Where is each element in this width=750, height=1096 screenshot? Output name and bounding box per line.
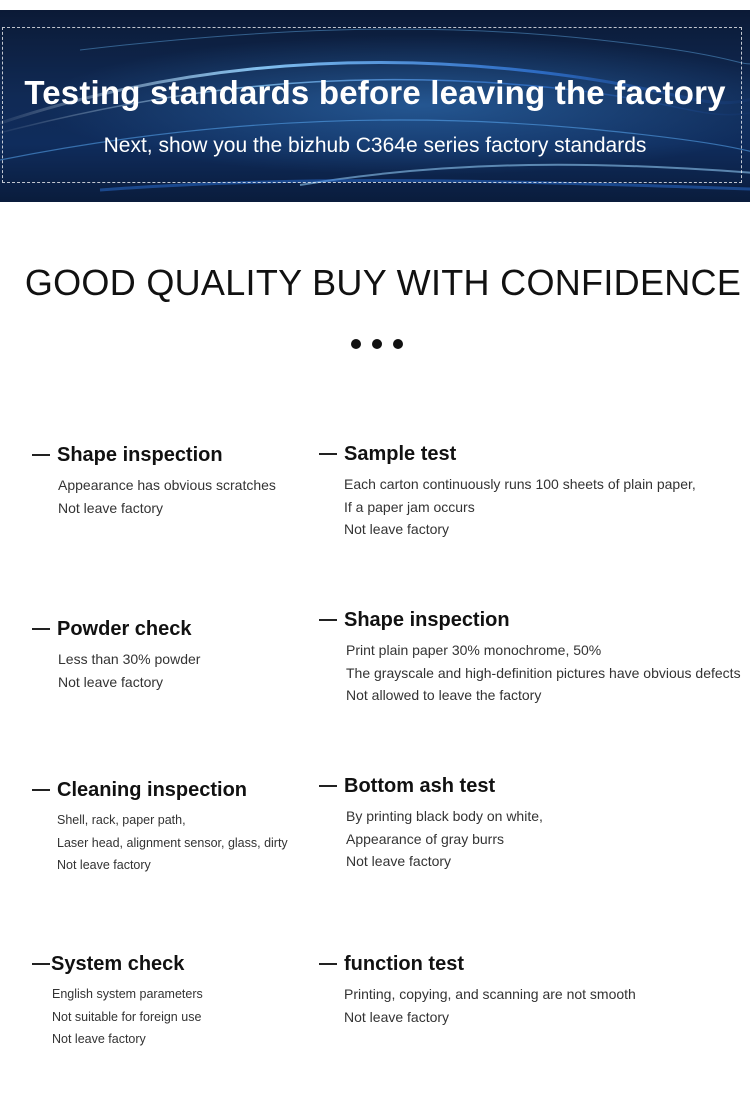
- item-line: Not leave factory: [58, 499, 164, 516]
- item-system-check: [32, 952, 203, 1051]
- item-line: Not leave factory: [344, 1008, 450, 1025]
- item-line: By printing black body on white,: [346, 808, 543, 824]
- dash-icon: [32, 789, 50, 791]
- item-line: Not leave factory: [57, 858, 151, 873]
- banner-subtitle: Next, show you the bizhub C364e series factory standards: [103, 134, 647, 157]
- item-title: System check: [51, 952, 185, 975]
- section-headline: GOOD QUALITY BUY WITH CONFIDENCE: [24, 262, 742, 303]
- item-title: Bottom ash test: [344, 774, 496, 797]
- item-function-test: [319, 952, 636, 1028]
- ellipsis-dots-icon: [351, 339, 403, 351]
- item-cleaning-inspection: [32, 778, 288, 877]
- item-powder-check: [32, 617, 200, 693]
- item-line: The grayscale and high-definition pictures have obvious defects: [346, 664, 741, 681]
- item-title: Powder check: [57, 617, 192, 640]
- item-line: Not leave factory: [346, 853, 452, 870]
- item-shape-inspection: [32, 443, 276, 519]
- dash-icon: [32, 628, 50, 630]
- dash-icon: [319, 619, 337, 621]
- item-line: Not leave factory: [58, 673, 164, 690]
- item-line: Not leave factory: [52, 1032, 146, 1047]
- dash-icon: [319, 453, 337, 455]
- item-line: Not leave factory: [344, 521, 450, 538]
- item-line: Printing, copying, and scanning are not smooth: [344, 986, 636, 1002]
- dot: [372, 339, 382, 349]
- banner-title: Testing standards before leaving the factory: [24, 74, 726, 111]
- dot: [351, 339, 361, 349]
- item-line: Appearance has obvious scratches: [58, 477, 276, 493]
- item-line: English system parameters: [52, 987, 203, 1001]
- item-line: Appearance of gray burrs: [346, 830, 504, 847]
- header-banner: [0, 10, 750, 202]
- item-line: Less than 30% powder: [58, 651, 201, 667]
- item-line: Each carton continuously runs 100 sheets of plain paper,: [344, 476, 696, 492]
- item-title: Shape inspection: [57, 443, 223, 466]
- item-line: Print plain paper 30% monochrome, 50%: [346, 642, 602, 658]
- dash-icon: [32, 963, 50, 965]
- item-line: Shell, rack, paper path,: [57, 813, 186, 827]
- item-line: Not suitable for foreign use: [52, 1009, 202, 1024]
- item-title: Shape inspection: [344, 608, 510, 631]
- item-title: Cleaning inspection: [57, 778, 248, 801]
- item-shape-inspection-print: [319, 608, 741, 707]
- item-line: Not allowed to leave the factory: [346, 687, 542, 704]
- item-line: If a paper jam occurs: [344, 498, 475, 515]
- dash-icon: [32, 454, 50, 456]
- dash-icon: [319, 785, 337, 787]
- item-title: function test: [344, 952, 464, 975]
- item-line: Laser head, alignment sensor, glass, dirty: [57, 835, 288, 850]
- item-bottom-ash-test: [319, 774, 543, 873]
- item-title: Sample test: [344, 442, 457, 465]
- item-sample-test: [319, 442, 696, 541]
- dash-icon: [319, 963, 337, 965]
- dot: [393, 339, 403, 349]
